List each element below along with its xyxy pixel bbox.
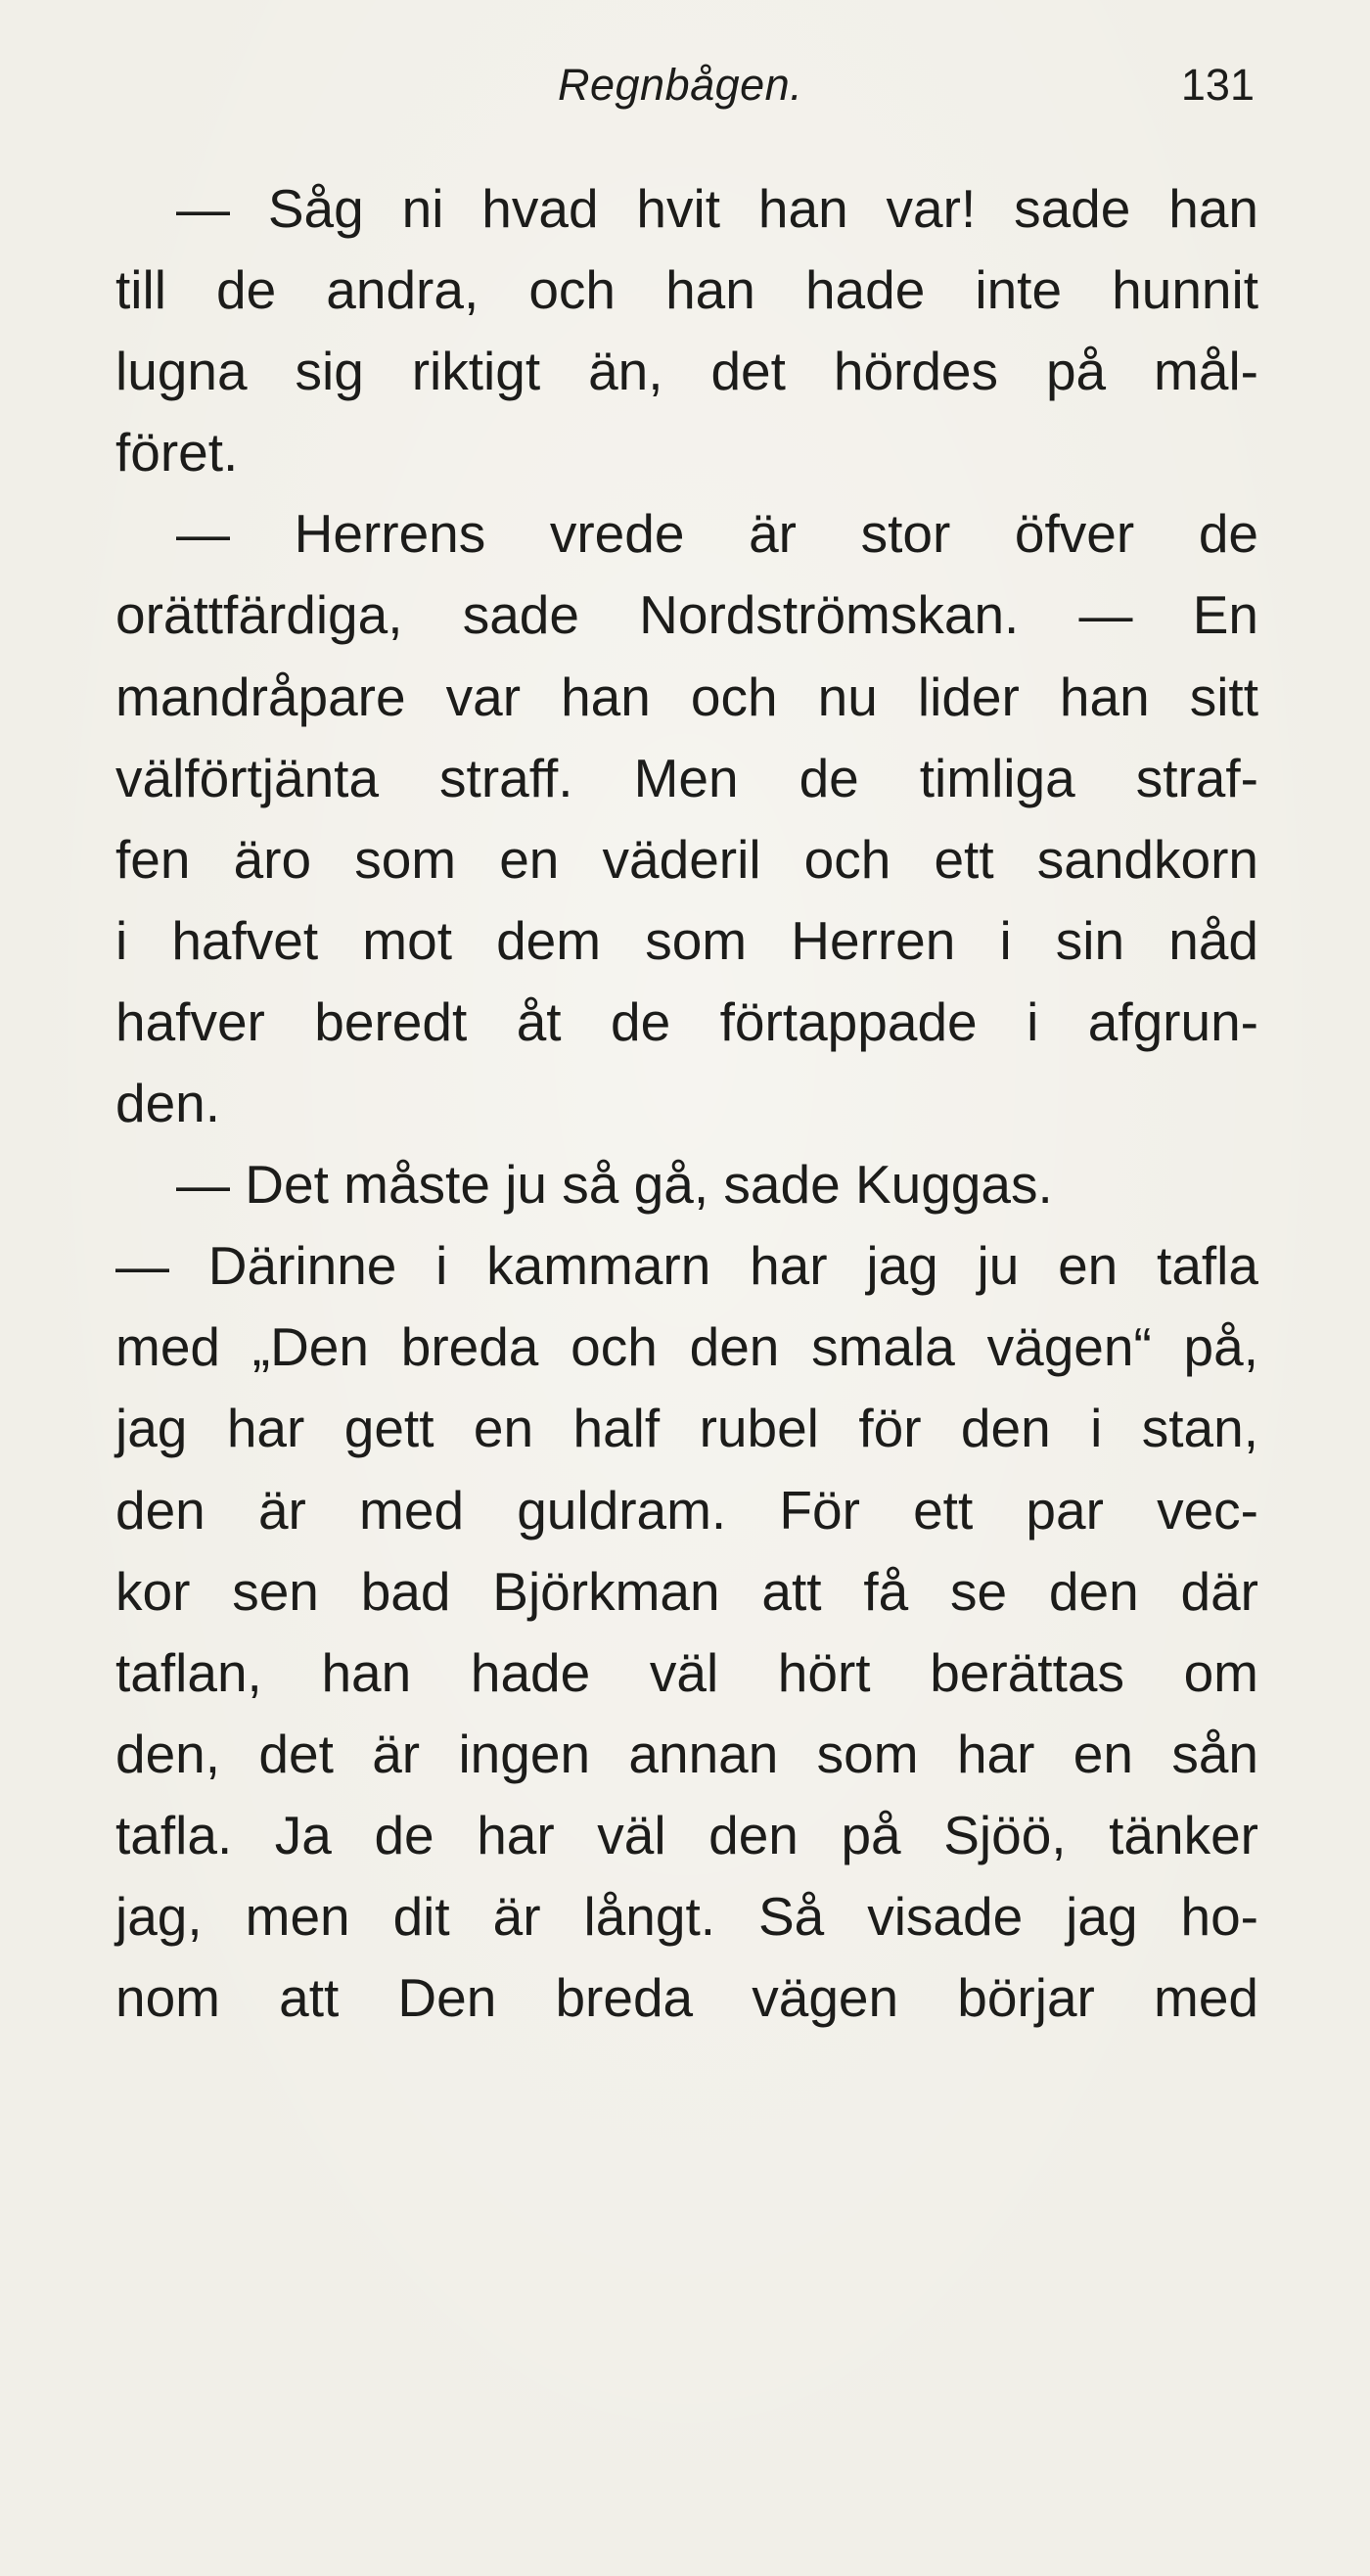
text-line: nom att Den breda vägen börjar med (115, 1967, 1258, 2029)
text-line: hafver beredt åt de förtappade i afgrun- (115, 990, 1258, 1052)
text-line: den är med guldram. För ett par vec- (115, 1479, 1258, 1541)
text-line: taflan, han hade väl hört berättas om (115, 1641, 1258, 1703)
text-line: lugna sig riktigt än, det hördes på mål- (115, 341, 1258, 402)
running-title: Regnbågen. (558, 60, 803, 110)
text-line: — Såg ni hvad hvit han var! sade han (176, 178, 1258, 239)
text-line: — Därinne i kammarn har jag ju en tafla (115, 1235, 1258, 1297)
text-line: med „Den breda och den smala vägen“ på, (115, 1316, 1258, 1378)
text-line: den. (115, 1073, 221, 1134)
text-line: föret. (115, 422, 239, 483)
text-line: välförtjänta straff. Men de timliga straf- (115, 747, 1258, 808)
text-line: tafla. Ja de har väl den på Sjöö, tänker (115, 1804, 1258, 1865)
text-line: jag, men dit är långt. Så visade jag ho- (115, 1885, 1258, 1947)
text-line: jag har gett en half rubel för den i stan, (115, 1398, 1258, 1459)
text-line: — Det måste ju så gå, sade Kuggas. (176, 1154, 1053, 1216)
body-text (115, 168, 1258, 2039)
text-line: — Herrens vrede är stor öfver de (176, 503, 1258, 565)
text-line: fen äro som en väderil och ett sandkorn (115, 828, 1258, 890)
text-line: orättfärdiga, sade Nordströmskan. — En (115, 584, 1258, 646)
text-line: mandråpare var han och nu lider han sitt (115, 666, 1258, 727)
text-line: till de andra, och han hade inte hunnit (115, 259, 1258, 321)
page-header (0, 51, 1370, 119)
page-number: 131 (1180, 60, 1255, 110)
text-line: kor sen bad Björkman att få se den där (115, 1560, 1258, 1622)
text-line: i hafvet mot dem som Herren i sin nåd (115, 909, 1258, 971)
text-line: den, det är ingen annan som har en sån (115, 1723, 1258, 1784)
